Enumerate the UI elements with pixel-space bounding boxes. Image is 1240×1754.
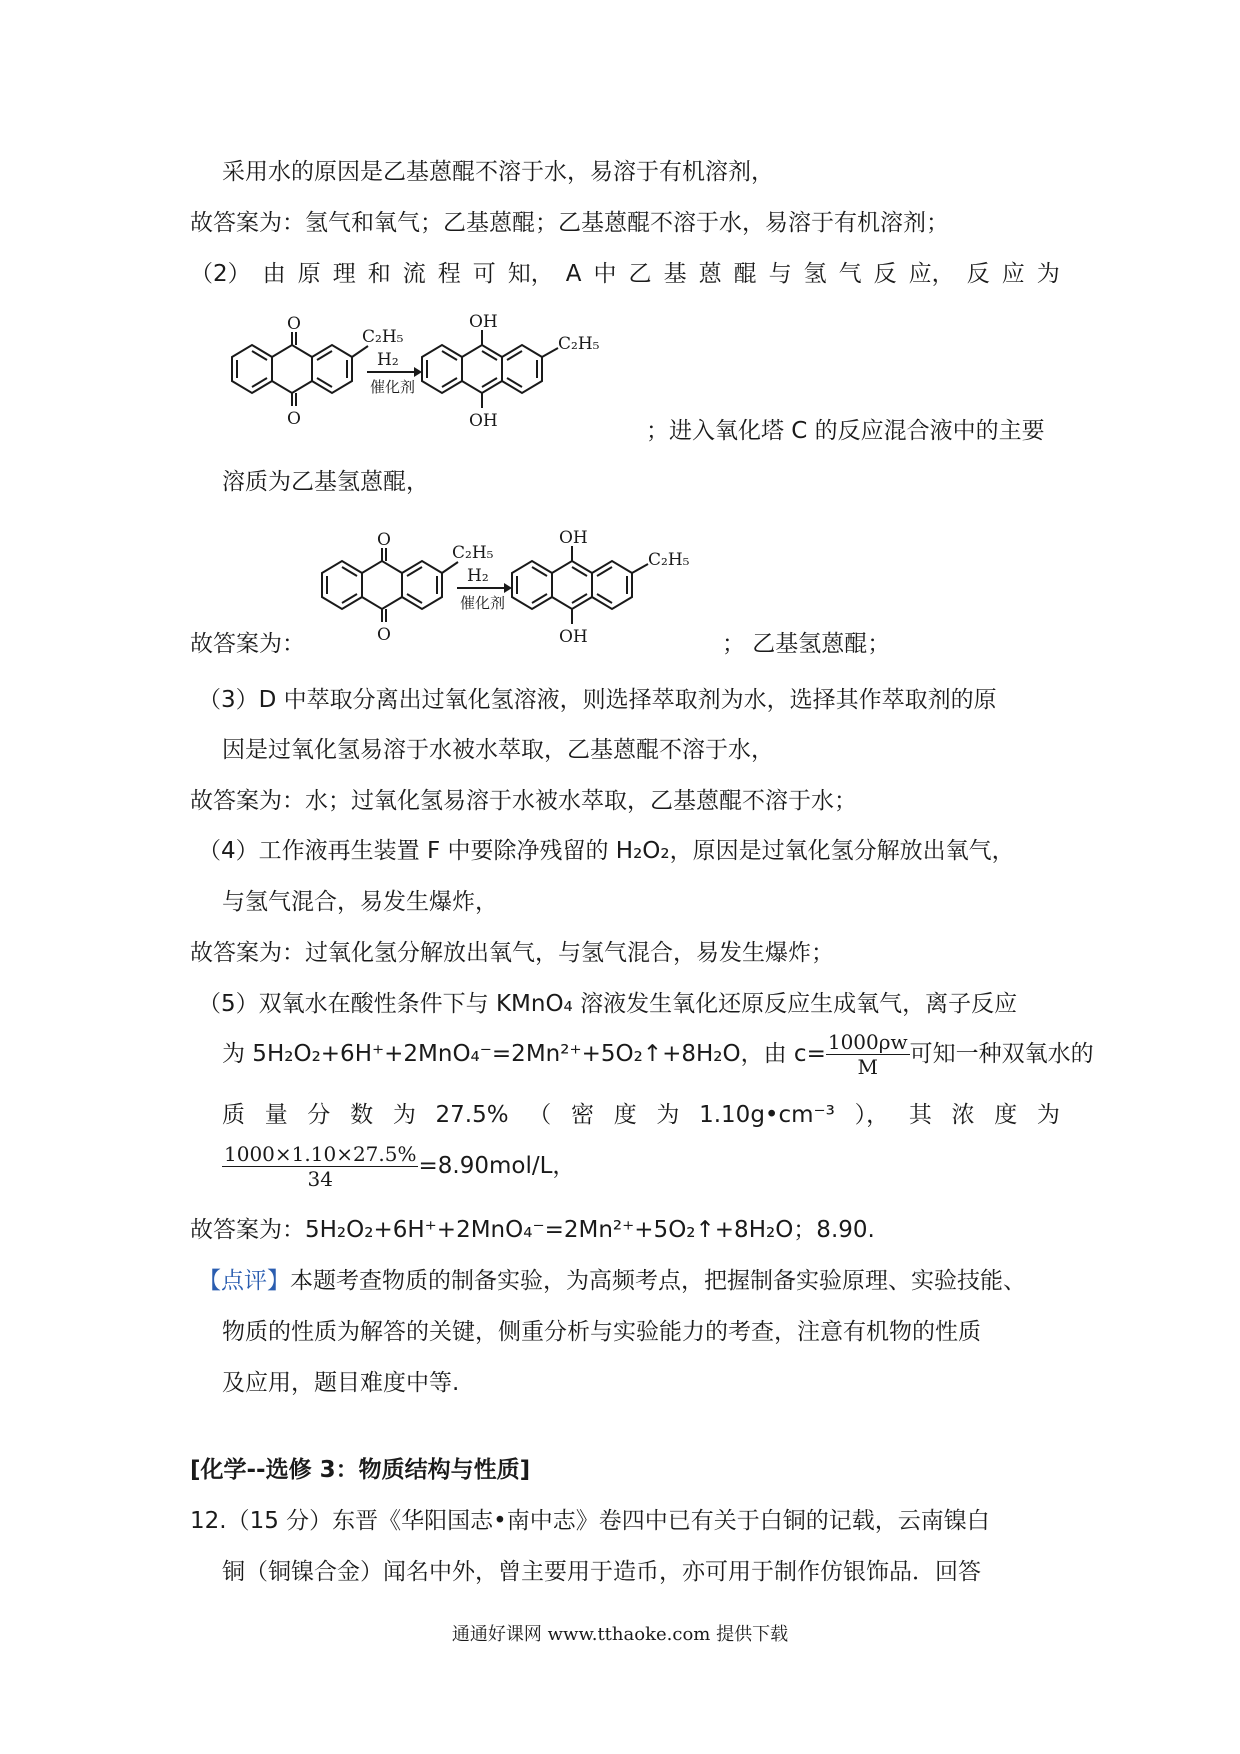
answer-line: 故答案为：氢气和氧气；乙基蒽醌；乙基蒽醌不溶于水，易溶于有机溶剂； <box>190 210 949 236</box>
word: 1.10g•cm⁻³ <box>699 1102 835 1128</box>
word: 基 <box>663 261 687 287</box>
word: 度 <box>994 1102 1018 1128</box>
text-line: 物质的性质为解答的关键，侧重分析与实验能力的考查，注意有机物的性质 <box>222 1319 981 1345</box>
question-line: 铜（铜镍合金）闻名中外，曾主要用于造币，亦可用于制作仿银饰品．回答 <box>222 1559 981 1585</box>
word: 27.5% <box>435 1102 509 1128</box>
text-line: 及应用，题目难度中等. <box>222 1370 460 1396</box>
catalyst-label: 催化剂 <box>460 594 506 612</box>
word: 为 <box>656 1102 680 1128</box>
word: （2） <box>190 261 251 287</box>
word: 为 <box>1036 261 1060 287</box>
text-line-justified <box>222 1100 1060 1130</box>
fraction-numerator: 1000ρw <box>827 1030 908 1054</box>
text-line: （3）D 中萃取分离出过氧化氢溶液，则选择萃取剂为水，选择其作萃取剂的原 <box>198 687 997 713</box>
word: 气 <box>838 261 862 287</box>
fraction <box>222 1142 418 1191</box>
word: 原 <box>297 261 321 287</box>
hydroxyl-label: OH <box>469 312 498 332</box>
word: 为 <box>1036 1102 1060 1128</box>
word: 应 <box>1001 261 1025 287</box>
equation-text: 可知一种双氧水的 <box>909 1041 1094 1067</box>
ethyl-label: C₂H₅ <box>362 327 404 347</box>
word: 密 <box>571 1102 594 1128</box>
question-line: 12.（15 分）东晋《华阳国志•南中志》卷四中已有关于白铜的记载，云南镍白 <box>190 1508 990 1534</box>
ethyl-label: C₂H₅ <box>558 334 600 354</box>
answer-line: 故答案为：水；过氧化氢易溶于水被水萃取，乙基蒽醌不溶于水； <box>190 788 857 814</box>
equation-line <box>222 1030 1094 1079</box>
word: 氢 <box>803 261 827 287</box>
oxygen-label: O <box>377 530 391 550</box>
word: 与 <box>768 261 792 287</box>
word: 流 <box>402 261 426 287</box>
word: 反 <box>873 261 897 287</box>
word: 应， <box>908 261 955 287</box>
word: 乙 <box>628 261 652 287</box>
fraction-denominator: M <box>857 1055 878 1079</box>
text-line: 溶质为乙基氢蒽醌， <box>222 469 429 495</box>
word: 质 <box>222 1102 245 1128</box>
word: 反 <box>966 261 990 287</box>
word: 可 <box>472 261 496 287</box>
ethyl-label: C₂H₅ <box>648 550 690 570</box>
fraction <box>826 1030 910 1079</box>
text-line: 与氢气混合，易发生爆炸， <box>222 889 498 915</box>
word: 其 <box>908 1102 932 1128</box>
word: A <box>565 261 582 287</box>
answer-suffix: ； 乙基氢蒽醌； <box>722 631 891 657</box>
oxygen-label: O <box>377 625 391 645</box>
word: 为 <box>392 1102 416 1128</box>
word: 分 <box>307 1102 331 1128</box>
word: 醌 <box>733 261 757 287</box>
text-line: （5）双氧水在酸性条件下与 KMnO₄ 溶液发生氧化还原反应生成氧气，离子反应 <box>198 991 1018 1017</box>
reagent-label: H₂ <box>377 350 399 370</box>
text-line-justified <box>190 259 1060 289</box>
answer-line: 故答案为：过氧化氢分解放出氧气，与氢气混合，易发生爆炸； <box>190 940 834 966</box>
answer-prefix: 故答案为： <box>190 631 305 657</box>
word: 浓 <box>951 1102 975 1128</box>
reaction-diagram-1 <box>222 312 642 442</box>
answer-line: 故答案为：5H₂O₂+6H⁺+2MnO₄⁻=2Mn²⁺+5O₂↑+8H₂O；8.90. <box>190 1217 875 1243</box>
hydroxyl-label: OH <box>559 627 588 647</box>
reaction-diagram-2 <box>312 528 732 658</box>
hydroxyl-label: OH <box>469 411 498 431</box>
text-line: （4）工作液再生装置 F 中要除净残留的 H₂O₂，原因是过氧化氢分解放出氧气， <box>198 838 1015 864</box>
word: 量 <box>264 1102 288 1128</box>
catalyst-label: 催化剂 <box>370 378 416 396</box>
reagent-label: H₂ <box>467 566 489 586</box>
ethyl-label: C₂H₅ <box>452 543 494 563</box>
fraction-denominator: 34 <box>307 1167 333 1191</box>
word: 度 <box>613 1102 637 1128</box>
oxygen-label: O <box>287 314 301 334</box>
hydroxyl-label: OH <box>559 528 588 548</box>
word: 理 <box>332 261 356 287</box>
text-line: ；进入氧化塔 C 的反应混合液中的主要 <box>646 418 1045 444</box>
section-heading: [化学--选修 3：物质结构与性质] <box>190 1457 531 1483</box>
word: 和 <box>367 261 391 287</box>
comment-line <box>198 1266 1026 1296</box>
text-line: 因是过氧化氢易溶于水被水萃取，乙基蒽醌不溶于水， <box>222 737 774 763</box>
calc-line <box>222 1140 575 1192</box>
page-footer: 通通好课网 www.tthaoke.com 提供下载 <box>451 1624 789 1645</box>
word: 数 <box>350 1102 374 1128</box>
word: 蒽 <box>698 261 722 287</box>
comment-text: 本题考查物质的制备实验，为高频考点，把握制备实验原理、实验技能、 <box>290 1268 1026 1294</box>
comment-tag: 【点评】 <box>198 1268 290 1294</box>
word: 中 <box>593 261 617 287</box>
text-line: 采用水的原因是乙基蒽醌不溶于水，易溶于有机溶剂， <box>222 159 774 185</box>
equation-text: 为 5H₂O₂+6H⁺+2MnO₄⁻=2Mn²⁺+5O₂↑+8H₂O，由 c= <box>222 1041 826 1067</box>
calc-result: =8.90mol/L， <box>418 1153 576 1179</box>
word: （ <box>528 1102 552 1128</box>
oxygen-label: O <box>287 409 301 429</box>
word: 知， <box>507 261 554 287</box>
word: 程 <box>437 261 461 287</box>
word: ）， <box>854 1102 890 1128</box>
word: 由 <box>262 261 286 287</box>
fraction-numerator: 1000×1.10×27.5% <box>224 1142 417 1166</box>
